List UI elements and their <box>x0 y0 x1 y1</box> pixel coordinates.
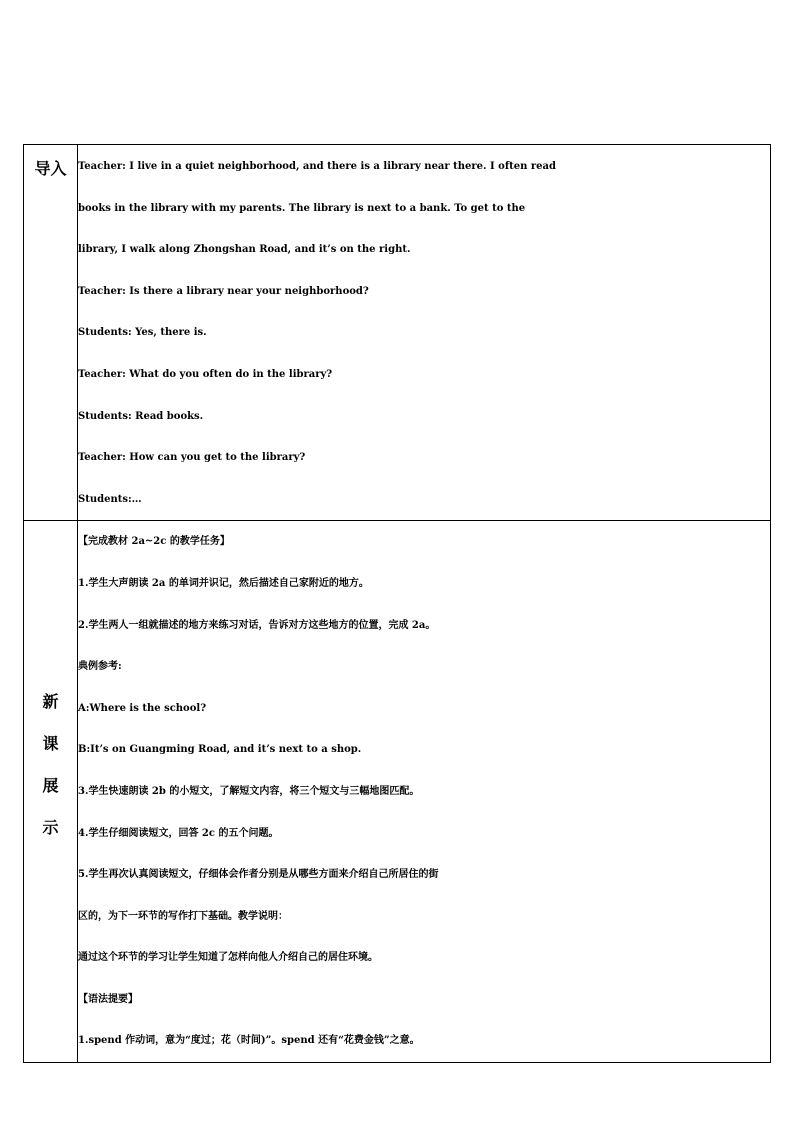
new-lesson-content <box>78 521 771 1063</box>
intro-content <box>78 145 771 521</box>
intro-line-7: Students: Read books. <box>78 410 204 422</box>
new-lesson-label <box>24 521 77 849</box>
intro-label: 导入 <box>34 159 67 178</box>
intro-line-6: Teacher: What do you often do in the library? <box>78 368 333 380</box>
intro-line-9: Students:… <box>78 493 142 505</box>
new-lesson-line-4: 典例参考: <box>78 661 122 673</box>
lesson-plan-table <box>23 144 771 1063</box>
new-lesson-line-1: 【完成教材 2a~2c 的教学任务】 <box>78 536 230 548</box>
intro-line-3: library, I walk along Zhongshan Road, and it’s on the right. <box>78 244 411 256</box>
new-lesson-line-2: 1.学生大声朗读 2a 的单词并识记，然后描述自己家附近的地方。 <box>78 577 369 589</box>
new-lesson-line-10: 区的，为下一环节的写作打下基础。教学说明： <box>78 910 288 922</box>
intro-label-cell <box>24 145 78 521</box>
new-lesson-label-char-1: 新 <box>42 692 59 712</box>
new-lesson-line-9: 5.学生再次认真阅读短文，仔细体会作者分别是从哪些方面来介绍自己所居住的街 <box>78 869 439 881</box>
new-lesson-line-7: 3.学生快速朗读 2b 的小短文，了解短文内容，将三个短文与三幅地图匹配。 <box>78 785 420 797</box>
new-lesson-label-char-3: 展 <box>42 776 59 796</box>
intro-line-4: Teacher: Is there a library near your neighborhood? <box>78 285 369 297</box>
intro-line-1: Teacher: I live in a quiet neighborhood, and there is a library near there. I often read <box>78 161 556 172</box>
new-lesson-line-6: B:It’s on Guangming Road, and it’s next to a shop. <box>78 744 362 756</box>
intro-line-2: books in the library with my parents. The library is next to a bank. To get to the <box>78 202 526 214</box>
intro-line-8: Teacher: How can you get to the library? <box>78 452 306 464</box>
new-lesson-line-13: 1.spend 作动词，意为“度过；花（时间)”。spend 还有“花费金钱”之意。 <box>78 1035 420 1047</box>
intro-row <box>24 145 771 521</box>
new-lesson-label-char-4: 示 <box>42 818 59 838</box>
new-lesson-label-cell <box>24 521 78 1063</box>
new-lesson-line-11: 通过这个环节的学习让学生知道了怎样向他人介绍自己的居住环境。 <box>78 952 378 964</box>
new-lesson-line-3: 2.学生两人一组就描述的地方来练习对话，告诉对方这些地方的位置，完成 2a。 <box>78 619 436 631</box>
new-lesson-line-12: 【语法提要】 <box>78 993 138 1005</box>
new-lesson-line-5: A:Where is the school? <box>78 702 207 714</box>
new-lesson-row <box>24 521 771 1063</box>
intro-line-5: Students: Yes, there is. <box>78 327 207 339</box>
new-lesson-label-char-2: 课 <box>42 734 59 754</box>
new-lesson-line-8: 4.学生仔细阅读短文，回答 2c 的五个问题。 <box>78 827 279 839</box>
